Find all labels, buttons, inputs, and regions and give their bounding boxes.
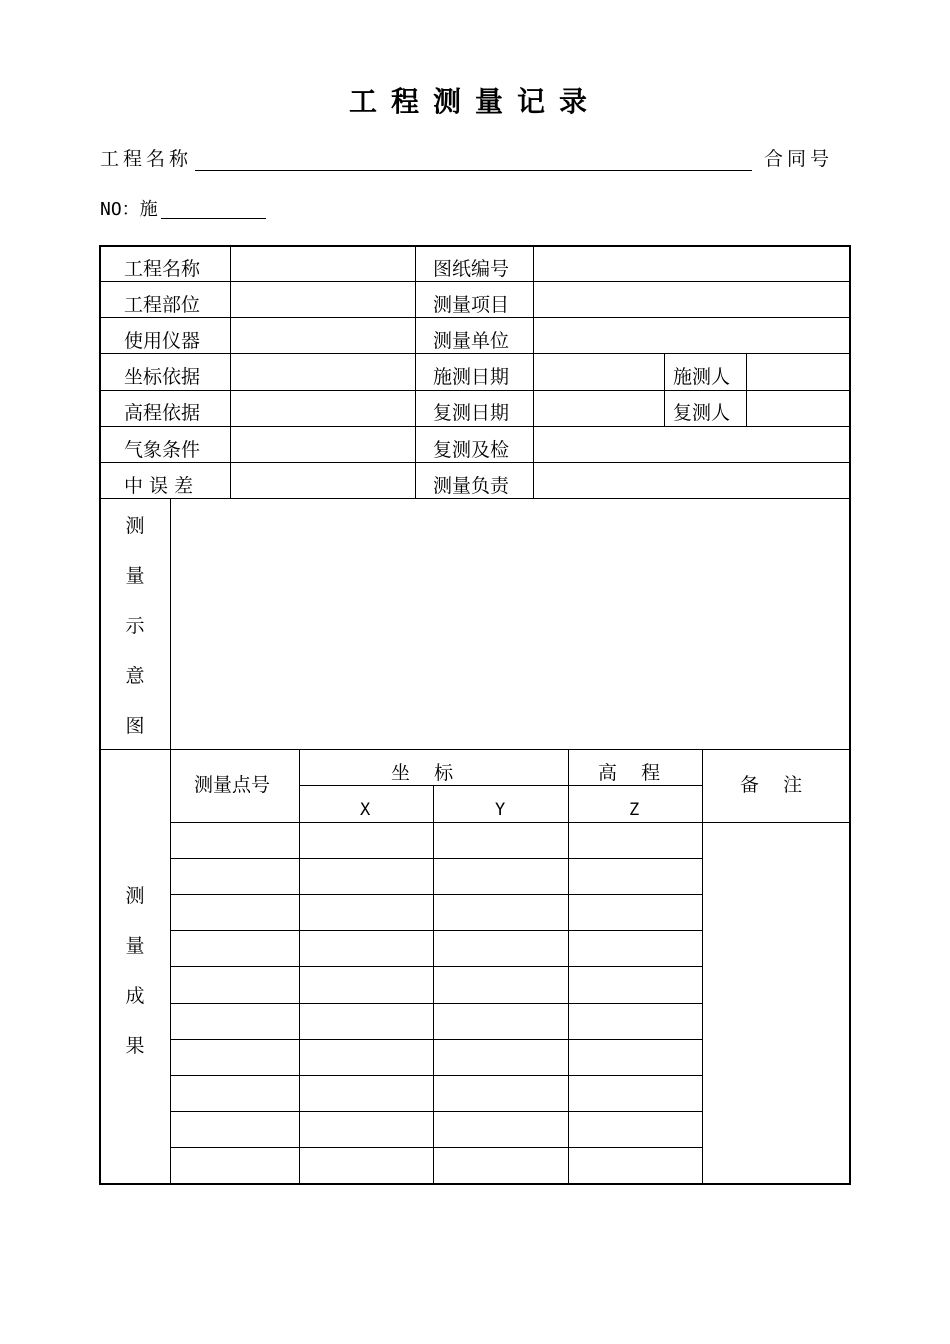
survey-record-table (99, 245, 851, 1185)
project-name-field[interactable] (195, 170, 752, 171)
col-divider (230, 245, 231, 498)
row-divider (99, 353, 851, 354)
serial-no-label: NO：施 (100, 199, 158, 220)
row-divider (170, 894, 702, 895)
row-divider (170, 858, 702, 859)
diagram-label: 测 量 示 意 图 (125, 515, 145, 737)
row-divider (170, 966, 702, 967)
row-divider (99, 462, 851, 463)
label-recheck-date: 复测日期 (433, 402, 510, 424)
results-label: 测 量 成 果 (125, 885, 145, 1057)
label-elevation-basis: 高程依据 (124, 402, 201, 424)
survey-diagram-area[interactable] (172, 500, 848, 748)
section-divider (170, 498, 171, 1185)
col-divider (746, 353, 747, 426)
header-remarks: 备 注 (740, 774, 803, 796)
label-instrument: 使用仪器 (124, 330, 201, 352)
row-divider (170, 1111, 702, 1112)
serial-no-field[interactable] (161, 218, 266, 219)
col-divider (433, 785, 434, 1183)
header-z: Z (629, 800, 640, 820)
row-divider (299, 785, 702, 786)
row-divider (99, 426, 851, 427)
header-coordinates: 坐 标 (391, 762, 454, 784)
table-border-right (849, 245, 851, 1185)
label-weather: 气象条件 (124, 439, 201, 461)
label-survey-unit: 测量单位 (433, 330, 510, 352)
page-title: 工程测量记录 (348, 85, 601, 118)
label-recheck-inspection: 复测及检 (433, 439, 510, 461)
row-divider (170, 822, 851, 823)
header-x: X (360, 800, 371, 820)
label-rechecker: 复测人 (673, 402, 731, 424)
row-divider (170, 1003, 702, 1004)
col-divider (415, 245, 416, 498)
project-name-label: 工程名称 (100, 148, 193, 170)
table-border-top (99, 245, 851, 247)
col-divider (533, 245, 534, 498)
label-drawing-no: 图纸编号 (433, 258, 510, 280)
row-divider (99, 281, 851, 282)
table-border-left (99, 245, 101, 1185)
label-mean-error: 中 误 差 (124, 475, 194, 497)
label-project-name: 工程名称 (124, 258, 201, 280)
label-survey-lead: 测量负责 (433, 475, 510, 497)
col-divider (299, 749, 300, 1185)
section-divider (99, 749, 851, 750)
label-surveyor: 施测人 (673, 366, 731, 388)
label-coordinate-basis: 坐标依据 (124, 366, 201, 388)
header-point-no: 测量点号 (194, 774, 271, 796)
col-divider (664, 353, 665, 426)
row-divider (99, 498, 851, 499)
label-survey-item: 测量项目 (433, 294, 510, 316)
row-divider (170, 1147, 702, 1148)
col-divider (702, 749, 703, 1185)
row-divider (99, 317, 851, 318)
header-elevation: 高 程 (598, 762, 661, 784)
header-y: Y (495, 800, 506, 820)
label-survey-date: 施测日期 (433, 366, 510, 388)
table-border-bottom (99, 1183, 851, 1185)
row-divider (99, 390, 851, 391)
row-divider (170, 1039, 702, 1040)
label-project-part: 工程部位 (124, 294, 201, 316)
contract-no-label: 合同号 (764, 148, 834, 170)
row-divider (170, 1075, 702, 1076)
row-divider (170, 930, 702, 931)
